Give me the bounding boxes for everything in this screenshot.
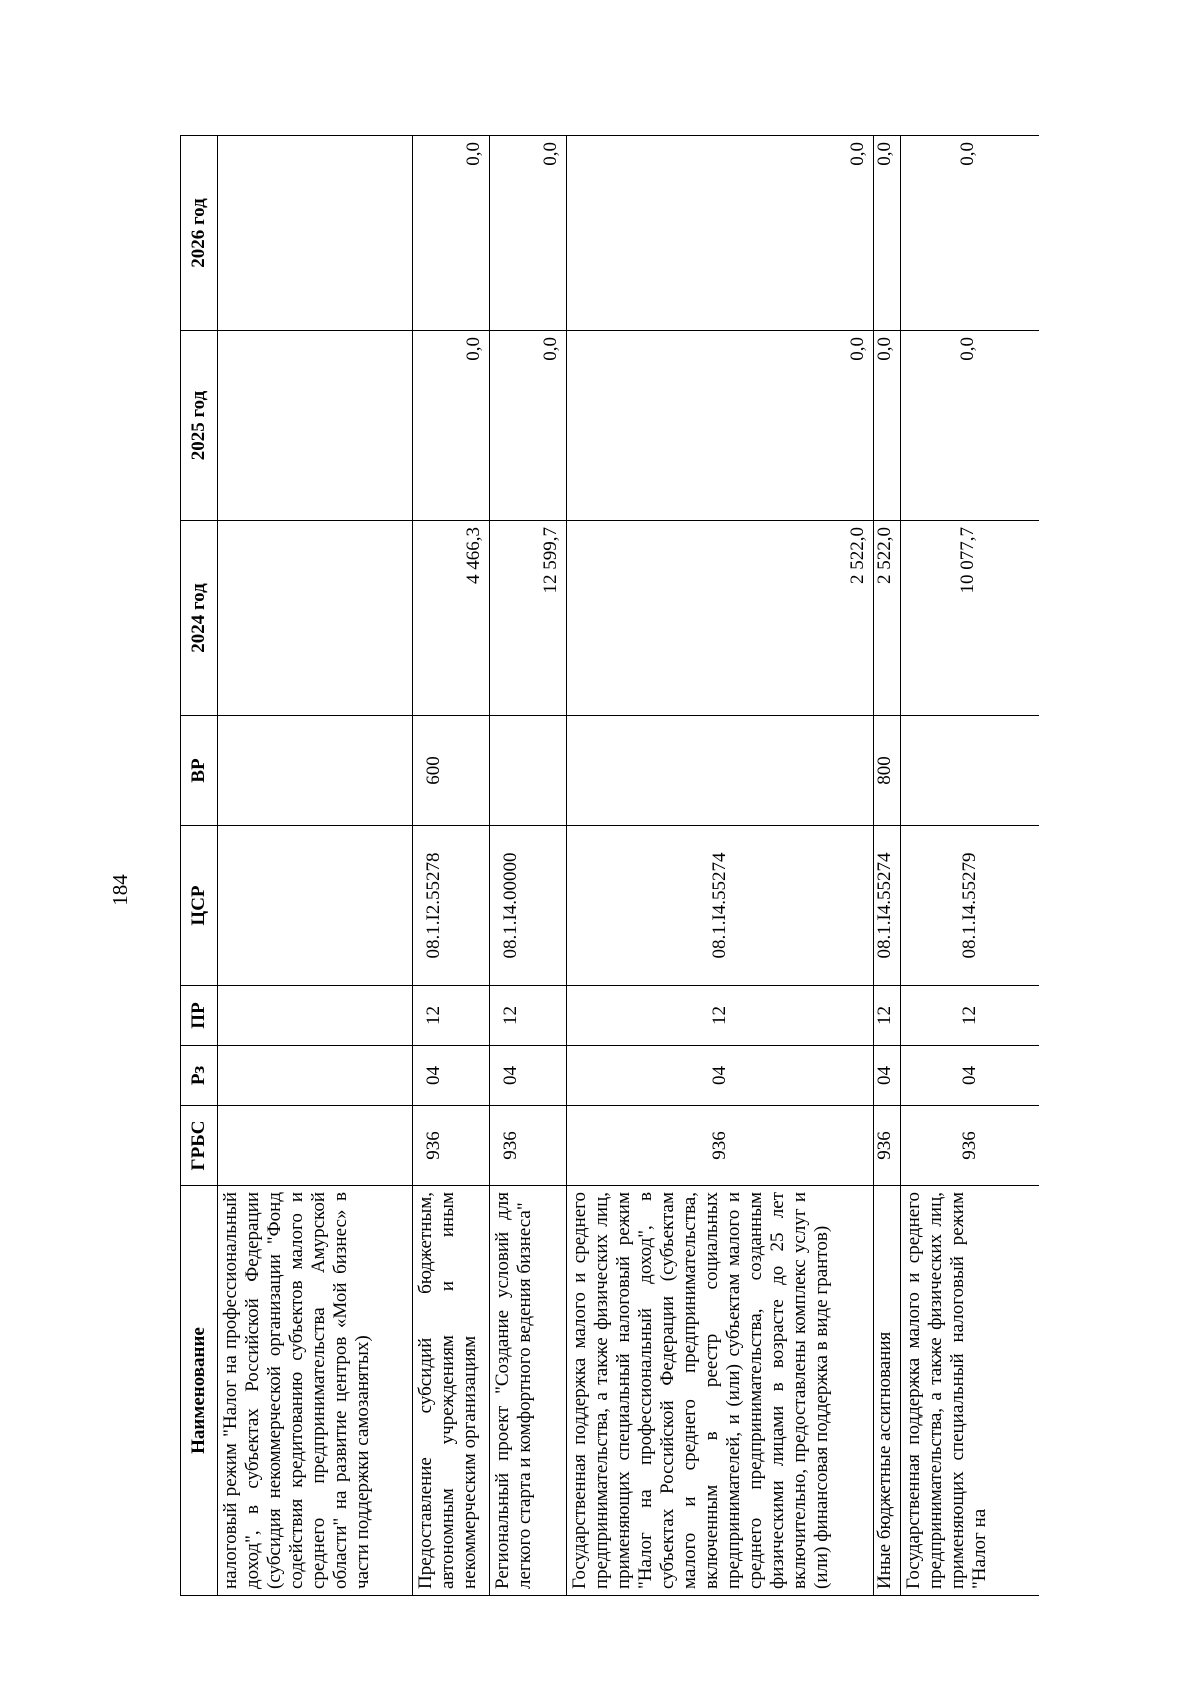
cell-2024: 2 522,0 [567, 521, 874, 716]
cell-2026: 0,0 [874, 136, 901, 331]
cell-name: Государственная поддержка малого и среднего предпринимательства, а также физических лиц, применяющих специальный налоговый режим "Налог на [901, 1186, 1040, 1596]
cell-2024: 2 522,0 [874, 521, 901, 716]
cell-2024: 10 077,7 [901, 521, 1040, 716]
cell-2025: 0,0 [874, 331, 901, 521]
cell-csr: 08.1.I4.55279 [901, 826, 1040, 986]
cell-csr: 08.1.I2.55278 [413, 826, 490, 986]
cell-name: налоговый режим "Налог на профессиональный доход", в субъектах Российской Федерации (субсидия некоммерческой организации "Фонд содействия кредитованию субъектов малого и среднего предпринимательства Амурской области" на развитие центров «Мой бизнес» в части поддержки самозанятых) [218, 1186, 413, 1596]
header-grbs: ГРБС [181, 1106, 218, 1186]
cell-rz: 04 [413, 1046, 490, 1106]
header-vr: ВР [181, 716, 218, 826]
cell-name: Региональный проект "Создание условий для легкого старта и комфортного ведения бизнеса" [490, 1186, 567, 1596]
header-2026: 2026 год [181, 136, 218, 331]
cell-2025: 0,0 [901, 331, 1040, 521]
cell-vr [567, 716, 874, 826]
cell-pr: 12 [490, 986, 567, 1046]
table-row [218, 136, 413, 1596]
cell-pr [218, 986, 413, 1046]
cell-grbs: 936 [901, 1106, 1040, 1186]
cell-csr: 08.1.I4.00000 [490, 826, 567, 986]
cell-2025 [218, 331, 413, 521]
cell-2026 [218, 136, 413, 331]
table-row [874, 136, 901, 1596]
table-row [901, 136, 1040, 1596]
cell-2024: 12 599,7 [490, 521, 567, 716]
budget-table [180, 135, 1039, 1596]
cell-rz [218, 1046, 413, 1106]
header-pr: ПР [181, 986, 218, 1046]
table-header-row [181, 136, 218, 1596]
cell-2024 [218, 521, 413, 716]
cell-2026: 0,0 [901, 136, 1040, 331]
cell-grbs: 936 [874, 1106, 901, 1186]
cell-vr: 600 [413, 716, 490, 826]
cell-pr: 12 [567, 986, 874, 1046]
cell-grbs: 936 [413, 1106, 490, 1186]
cell-vr [218, 716, 413, 826]
cell-name: Иные бюджетные ассигнования [874, 1186, 901, 1596]
cell-2025: 0,0 [413, 331, 490, 521]
cell-2026: 0,0 [413, 136, 490, 331]
cell-rz: 04 [567, 1046, 874, 1106]
cell-pr: 12 [901, 986, 1040, 1046]
cell-grbs: 936 [490, 1106, 567, 1186]
header-2025: 2025 год [181, 331, 218, 521]
cell-2024: 4 466,3 [413, 521, 490, 716]
cell-grbs: 936 [567, 1106, 874, 1186]
cell-2026: 0,0 [567, 136, 874, 331]
header-csr: ЦСР [181, 826, 218, 986]
cell-name: Государственная поддержка малого и среднего предпринимательства, а также физических лиц, применяющих специальный налоговый режим "Налог на профессиональный доход", в субъектах Российской Федерации (субъектам малого и среднего предпринимательства, включенным в реестр социальных предпринимателей, и (или) субъектам малого и среднего предпринимательства, созданным физическими лицами в возрасте до 25 лет включительно, предоставлены комплекс услуг и (или) финансовая поддержка в виде грантов) [567, 1186, 874, 1596]
cell-vr: 800 [874, 716, 901, 826]
cell-csr: 08.1.I4.55274 [874, 826, 901, 986]
table-row [567, 136, 874, 1596]
cell-rz: 04 [901, 1046, 1040, 1106]
table-row [490, 136, 567, 1596]
table-row [413, 136, 490, 1596]
cell-name: Предоставление субсидий бюджетным, автономным учреждениям и иным некоммерческим организациям [413, 1186, 490, 1596]
cell-pr: 12 [874, 986, 901, 1046]
cell-vr [901, 716, 1040, 826]
header-name: Наименование [181, 1186, 218, 1596]
header-rz: Рз [181, 1046, 218, 1106]
cell-vr [490, 716, 567, 826]
rotated-page-content [180, 136, 1080, 1596]
cell-2025: 0,0 [567, 331, 874, 521]
page-number: 184 [108, 874, 132, 906]
cell-csr [218, 826, 413, 986]
cell-grbs [218, 1106, 413, 1186]
cell-rz: 04 [874, 1046, 901, 1106]
cell-csr: 08.1.I4.55274 [567, 826, 874, 986]
cell-pr: 12 [413, 986, 490, 1046]
cell-2025: 0,0 [490, 331, 567, 521]
cell-2026: 0,0 [490, 136, 567, 331]
header-2024: 2024 год [181, 521, 218, 716]
cell-rz: 04 [490, 1046, 567, 1106]
